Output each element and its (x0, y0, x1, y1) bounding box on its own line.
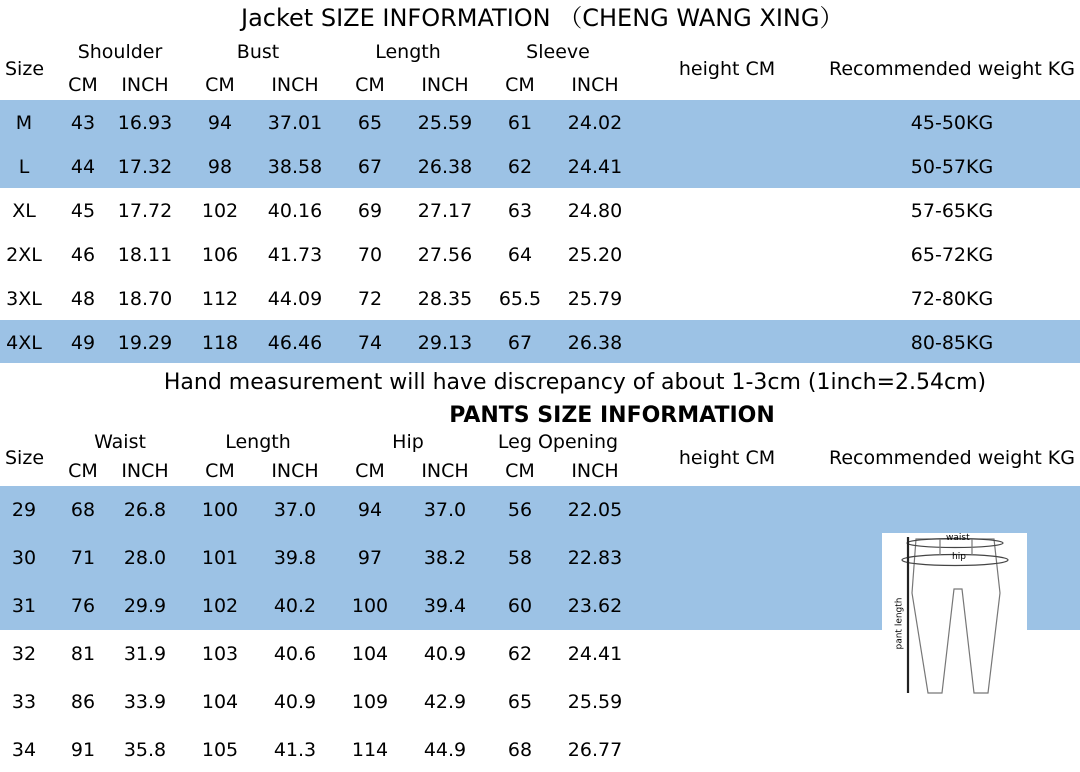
measurement-note: Hand measurement will have discrepancy of about 1-3cm (1inch=2.54cm) (163, 370, 987, 395)
pants-size-cell: 29 (11, 499, 37, 521)
pants-value-cell: 62 (507, 643, 533, 665)
jacket-weight-cell: 57-65KG (910, 200, 994, 222)
pants-unit-header: INCH (421, 460, 469, 482)
pants-value-cell: 114 (351, 739, 389, 761)
jacket-group-header: Bust (236, 41, 280, 63)
pants-value-cell: 102 (201, 595, 239, 617)
pants-value-cell: 56 (507, 499, 533, 521)
jacket-unit-header: INCH (271, 74, 319, 96)
pants-title: PANTS SIZE INFORMATION (449, 403, 775, 428)
jacket-unit-header: INCH (571, 74, 619, 96)
pants-value-cell: 38.2 (423, 547, 467, 569)
jacket-value-cell: 48 (70, 288, 96, 310)
jacket-size-header: Size (5, 58, 45, 80)
jacket-value-cell: 112 (201, 288, 239, 310)
pants-value-cell: 60 (507, 595, 533, 617)
pants-value-cell: 25.59 (567, 691, 623, 713)
jacket-value-cell: 49 (70, 332, 96, 354)
jacket-value-cell: 24.41 (567, 156, 623, 178)
pants-value-cell: 104 (201, 691, 239, 713)
jacket-value-cell: 17.72 (117, 200, 173, 222)
pants-value-cell: 39.8 (273, 547, 317, 569)
pants-group-header: Hip (392, 431, 424, 453)
jacket-value-cell: 102 (201, 200, 239, 222)
jacket-value-cell: 72 (357, 288, 383, 310)
pants-value-cell: 109 (351, 691, 389, 713)
pants-value-cell: 23.62 (567, 595, 623, 617)
pants-value-cell: 39.4 (423, 595, 467, 617)
pants-value-cell: 41.3 (273, 739, 317, 761)
pants-unit-header: INCH (571, 460, 619, 482)
jacket-value-cell: 74 (357, 332, 383, 354)
pants-value-cell: 100 (201, 499, 239, 521)
jacket-value-cell: 29.13 (417, 332, 473, 354)
jacket-unit-header: INCH (421, 74, 469, 96)
pants-value-cell: 76 (70, 595, 96, 617)
pants-value-cell: 26.77 (567, 739, 623, 761)
pants-value-cell: 33.9 (123, 691, 167, 713)
jacket-value-cell: 65 (357, 112, 383, 134)
pants-value-cell: 94 (357, 499, 383, 521)
pants-group-header: Waist (94, 431, 146, 453)
pants-value-cell: 103 (201, 643, 239, 665)
jacket-value-cell: 94 (207, 112, 233, 134)
jacket-unit-header: CM (355, 74, 385, 96)
jacket-weight-cell: 80-85KG (910, 332, 994, 354)
length-label: pant length (894, 597, 905, 650)
pants-size-cell: 34 (11, 739, 37, 761)
pants-unit-header: CM (505, 460, 535, 482)
pants-value-cell: 31.9 (123, 643, 167, 665)
pants-weight-header: Recommended weight KG (829, 447, 1075, 469)
jacket-value-cell: 98 (207, 156, 233, 178)
pants-value-cell: 24.41 (567, 643, 623, 665)
jacket-value-cell: 16.93 (117, 112, 173, 134)
jacket-value-cell: 69 (357, 200, 383, 222)
pants-value-cell: 29.9 (123, 595, 167, 617)
pants-height-header: height CM (678, 447, 776, 469)
hip-label: hip (952, 552, 966, 562)
jacket-unit-header: INCH (121, 74, 169, 96)
jacket-group-header: Sleeve (526, 41, 590, 63)
jacket-size-cell: 3XL (6, 288, 42, 310)
pants-value-cell: 40.2 (273, 595, 317, 617)
jacket-unit-header: CM (505, 74, 535, 96)
pants-value-cell: 101 (201, 547, 239, 569)
pants-size-cell: 32 (11, 643, 37, 665)
pants-value-cell: 97 (357, 547, 383, 569)
jacket-value-cell: 106 (201, 244, 239, 266)
jacket-size-cell: 2XL (6, 244, 42, 266)
jacket-value-cell: 67 (357, 156, 383, 178)
jacket-value-cell: 28.35 (417, 288, 473, 310)
pants-group-header: Length (225, 431, 291, 453)
jacket-value-cell: 38.58 (267, 156, 323, 178)
pants-unit-header: CM (355, 460, 385, 482)
jacket-value-cell: 24.02 (567, 112, 623, 134)
pants-unit-header: INCH (121, 460, 169, 482)
pants-value-cell: 105 (201, 739, 239, 761)
jacket-unit-header: CM (205, 74, 235, 96)
jacket-value-cell: 18.70 (117, 288, 173, 310)
jacket-value-cell: 25.59 (417, 112, 473, 134)
jacket-value-cell: 26.38 (567, 332, 623, 354)
jacket-value-cell: 62 (507, 156, 533, 178)
jacket-value-cell: 25.79 (567, 288, 623, 310)
jacket-value-cell: 63 (507, 200, 533, 222)
pants-value-cell: 37.0 (423, 499, 467, 521)
pants-unit-header: CM (68, 460, 98, 482)
jacket-value-cell: 41.73 (267, 244, 323, 266)
jacket-value-cell: 24.80 (567, 200, 623, 222)
jacket-weight-cell: 45-50KG (910, 112, 994, 134)
jacket-size-cell: 4XL (6, 332, 42, 354)
pants-size-cell: 33 (11, 691, 37, 713)
pants-value-cell: 22.05 (567, 499, 623, 521)
pants-value-cell: 91 (70, 739, 96, 761)
pants-value-cell: 81 (70, 643, 96, 665)
pants-value-cell: 37.0 (273, 499, 317, 521)
jacket-value-cell: 27.17 (417, 200, 473, 222)
pants-value-cell: 68 (507, 739, 533, 761)
pants-value-cell: 65 (507, 691, 533, 713)
pants-value-cell: 44.9 (423, 739, 467, 761)
pants-size-cell: 30 (11, 547, 37, 569)
pants-value-cell: 71 (70, 547, 96, 569)
pants-value-cell: 68 (70, 499, 96, 521)
jacket-value-cell: 37.01 (267, 112, 323, 134)
jacket-title: Jacket SIZE INFORMATION （CHENG WANG XING） (241, 4, 844, 32)
pants-value-cell: 100 (351, 595, 389, 617)
pants-value-cell: 104 (351, 643, 389, 665)
jacket-value-cell: 19.29 (117, 332, 173, 354)
jacket-value-cell: 44.09 (267, 288, 323, 310)
pants-value-cell: 26.8 (123, 499, 167, 521)
jacket-size-cell: M (15, 112, 33, 134)
pants-size-cell: 31 (11, 595, 37, 617)
jacket-size-cell: L (18, 156, 30, 178)
jacket-unit-header: CM (68, 74, 98, 96)
jacket-value-cell: 17.32 (117, 156, 173, 178)
jacket-value-cell: 67 (507, 332, 533, 354)
jacket-weight-cell: 50-57KG (910, 156, 994, 178)
jacket-value-cell: 64 (507, 244, 533, 266)
jacket-value-cell: 118 (201, 332, 239, 354)
jacket-value-cell: 43 (70, 112, 96, 134)
waist-label: waist (946, 533, 970, 543)
jacket-value-cell: 70 (357, 244, 383, 266)
pants-value-cell: 58 (507, 547, 533, 569)
jacket-height-header: height CM (678, 58, 776, 80)
pants-value-cell: 40.6 (273, 643, 317, 665)
jacket-weight-cell: 65-72KG (910, 244, 994, 266)
jacket-group-header: Length (375, 41, 441, 63)
jacket-value-cell: 44 (70, 156, 96, 178)
jacket-value-cell: 25.20 (567, 244, 623, 266)
jacket-value-cell: 46.46 (267, 332, 323, 354)
jacket-weight-header: Recommended weight KG (829, 58, 1075, 80)
pants-diagram (882, 533, 1027, 696)
pants-value-cell: 28.0 (123, 547, 167, 569)
jacket-value-cell: 18.11 (117, 244, 173, 266)
jacket-value-cell: 65.5 (498, 288, 542, 310)
pants-size-header: Size (5, 447, 45, 469)
jacket-value-cell: 40.16 (267, 200, 323, 222)
pants-value-cell: 22.83 (567, 547, 623, 569)
pants-group-header: Leg Opening (497, 431, 619, 453)
jacket-size-cell: XL (12, 200, 36, 222)
jacket-value-cell: 61 (507, 112, 533, 134)
jacket-weight-cell: 72-80KG (910, 288, 994, 310)
pants-value-cell: 42.9 (423, 691, 467, 713)
pants-value-cell: 86 (70, 691, 96, 713)
jacket-value-cell: 26.38 (417, 156, 473, 178)
pants-value-cell: 40.9 (423, 643, 467, 665)
jacket-value-cell: 45 (70, 200, 96, 222)
jacket-value-cell: 46 (70, 244, 96, 266)
pants-value-cell: 35.8 (123, 739, 167, 761)
pants-unit-header: CM (205, 460, 235, 482)
pants-value-cell: 40.9 (273, 691, 317, 713)
pants-unit-header: INCH (271, 460, 319, 482)
jacket-value-cell: 27.56 (417, 244, 473, 266)
jacket-group-header: Shoulder (77, 41, 163, 63)
